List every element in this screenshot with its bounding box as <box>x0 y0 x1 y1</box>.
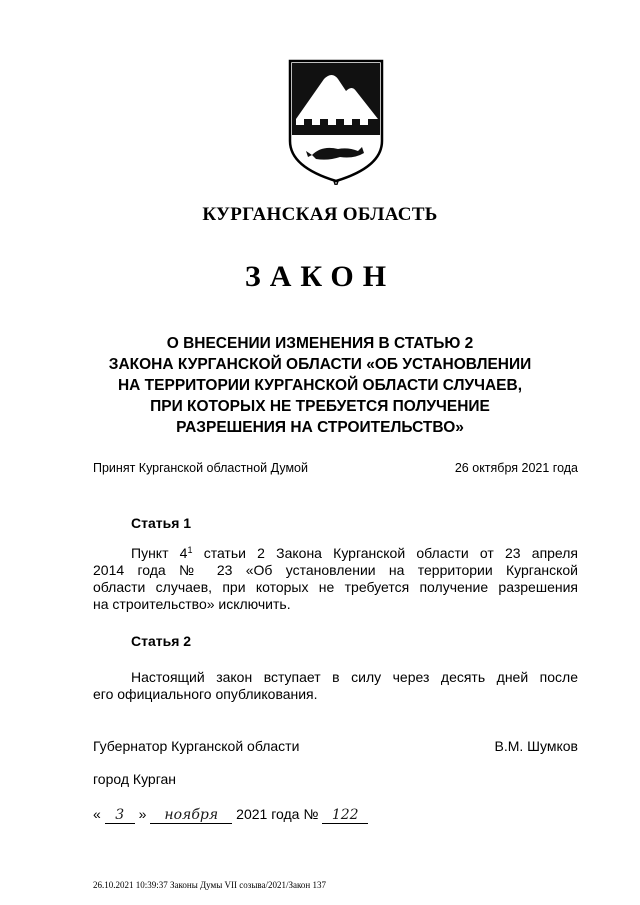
adoption-date: 26 октября 2021 года <box>454 461 578 475</box>
handwritten-day: 3 <box>105 808 135 824</box>
footer-service-line: 26.10.2021 10:39:37 Законы Думы VII созыва/2021/Закон 137 <box>93 880 326 890</box>
article-1-line: на строительство» исключить. <box>93 596 291 612</box>
adoption-text: Принят Курганской областной Думой <box>93 461 308 475</box>
article-2-line: его официального опубликования. <box>93 686 318 702</box>
article-2-heading: Статья 2 <box>131 633 192 649</box>
article-2-line: Настоящий закон вступает в силу через десять дней после <box>131 669 578 685</box>
superscript: 1 <box>187 545 193 555</box>
law-title-line: ЗАКОНА КУРГАНСКОЙ ОБЛАСТИ «ОБ УСТАНОВЛЕНИИ <box>108 356 532 373</box>
handwritten-law-number: 122 <box>322 808 368 824</box>
article-1-line-end: статьи 2 Закона Курганской области от 23 апреля <box>192 545 579 561</box>
document-type: ЗАКОН <box>244 260 396 293</box>
open-quote: « <box>93 806 101 822</box>
region-name: КУРГАНСКАЯ ОБЛАСТЬ <box>202 204 438 225</box>
law-title-line: НА ТЕРРИТОРИИ КУРГАНСКОЙ ОБЛАСТИ СЛУЧАЕВ, <box>117 377 523 394</box>
kurgan-oblast-coat-of-arms-icon <box>286 57 386 185</box>
law-title-line: РАЗРЕШЕНИЯ НА СТРОИТЕЛЬСТВО» <box>176 419 464 436</box>
law-title <box>60 333 580 438</box>
article-1-heading: Статья 1 <box>131 515 192 531</box>
article-1-line <box>93 545 578 562</box>
article-1-line-start: Пункт 4 <box>131 545 188 561</box>
article-1-text <box>93 545 578 613</box>
signing-dateline <box>93 806 368 824</box>
law-title-line: ПРИ КОТОРЫХ НЕ ТРЕБУЕТСЯ ПОЛУЧЕНИЕ <box>150 398 490 415</box>
signatory-name: В.М. Шумков <box>494 738 578 754</box>
close-quote: » <box>138 806 147 822</box>
handwritten-month: ноября <box>150 808 232 824</box>
year-text: 2021 года № <box>236 806 319 822</box>
article-1-line: области случаев, при которых не требуется получение разрешения <box>93 579 578 595</box>
article-1-line: 2014 года № 23 «Об установлении на территории Курганской <box>93 562 578 578</box>
signatory-title: Губернатор Курганской области <box>93 738 300 754</box>
law-title-line: О ВНЕСЕНИИ ИЗМЕНЕНИЯ В СТАТЬЮ 2 <box>166 335 474 352</box>
article-2-text <box>93 669 578 703</box>
city: город Курган <box>93 771 177 787</box>
